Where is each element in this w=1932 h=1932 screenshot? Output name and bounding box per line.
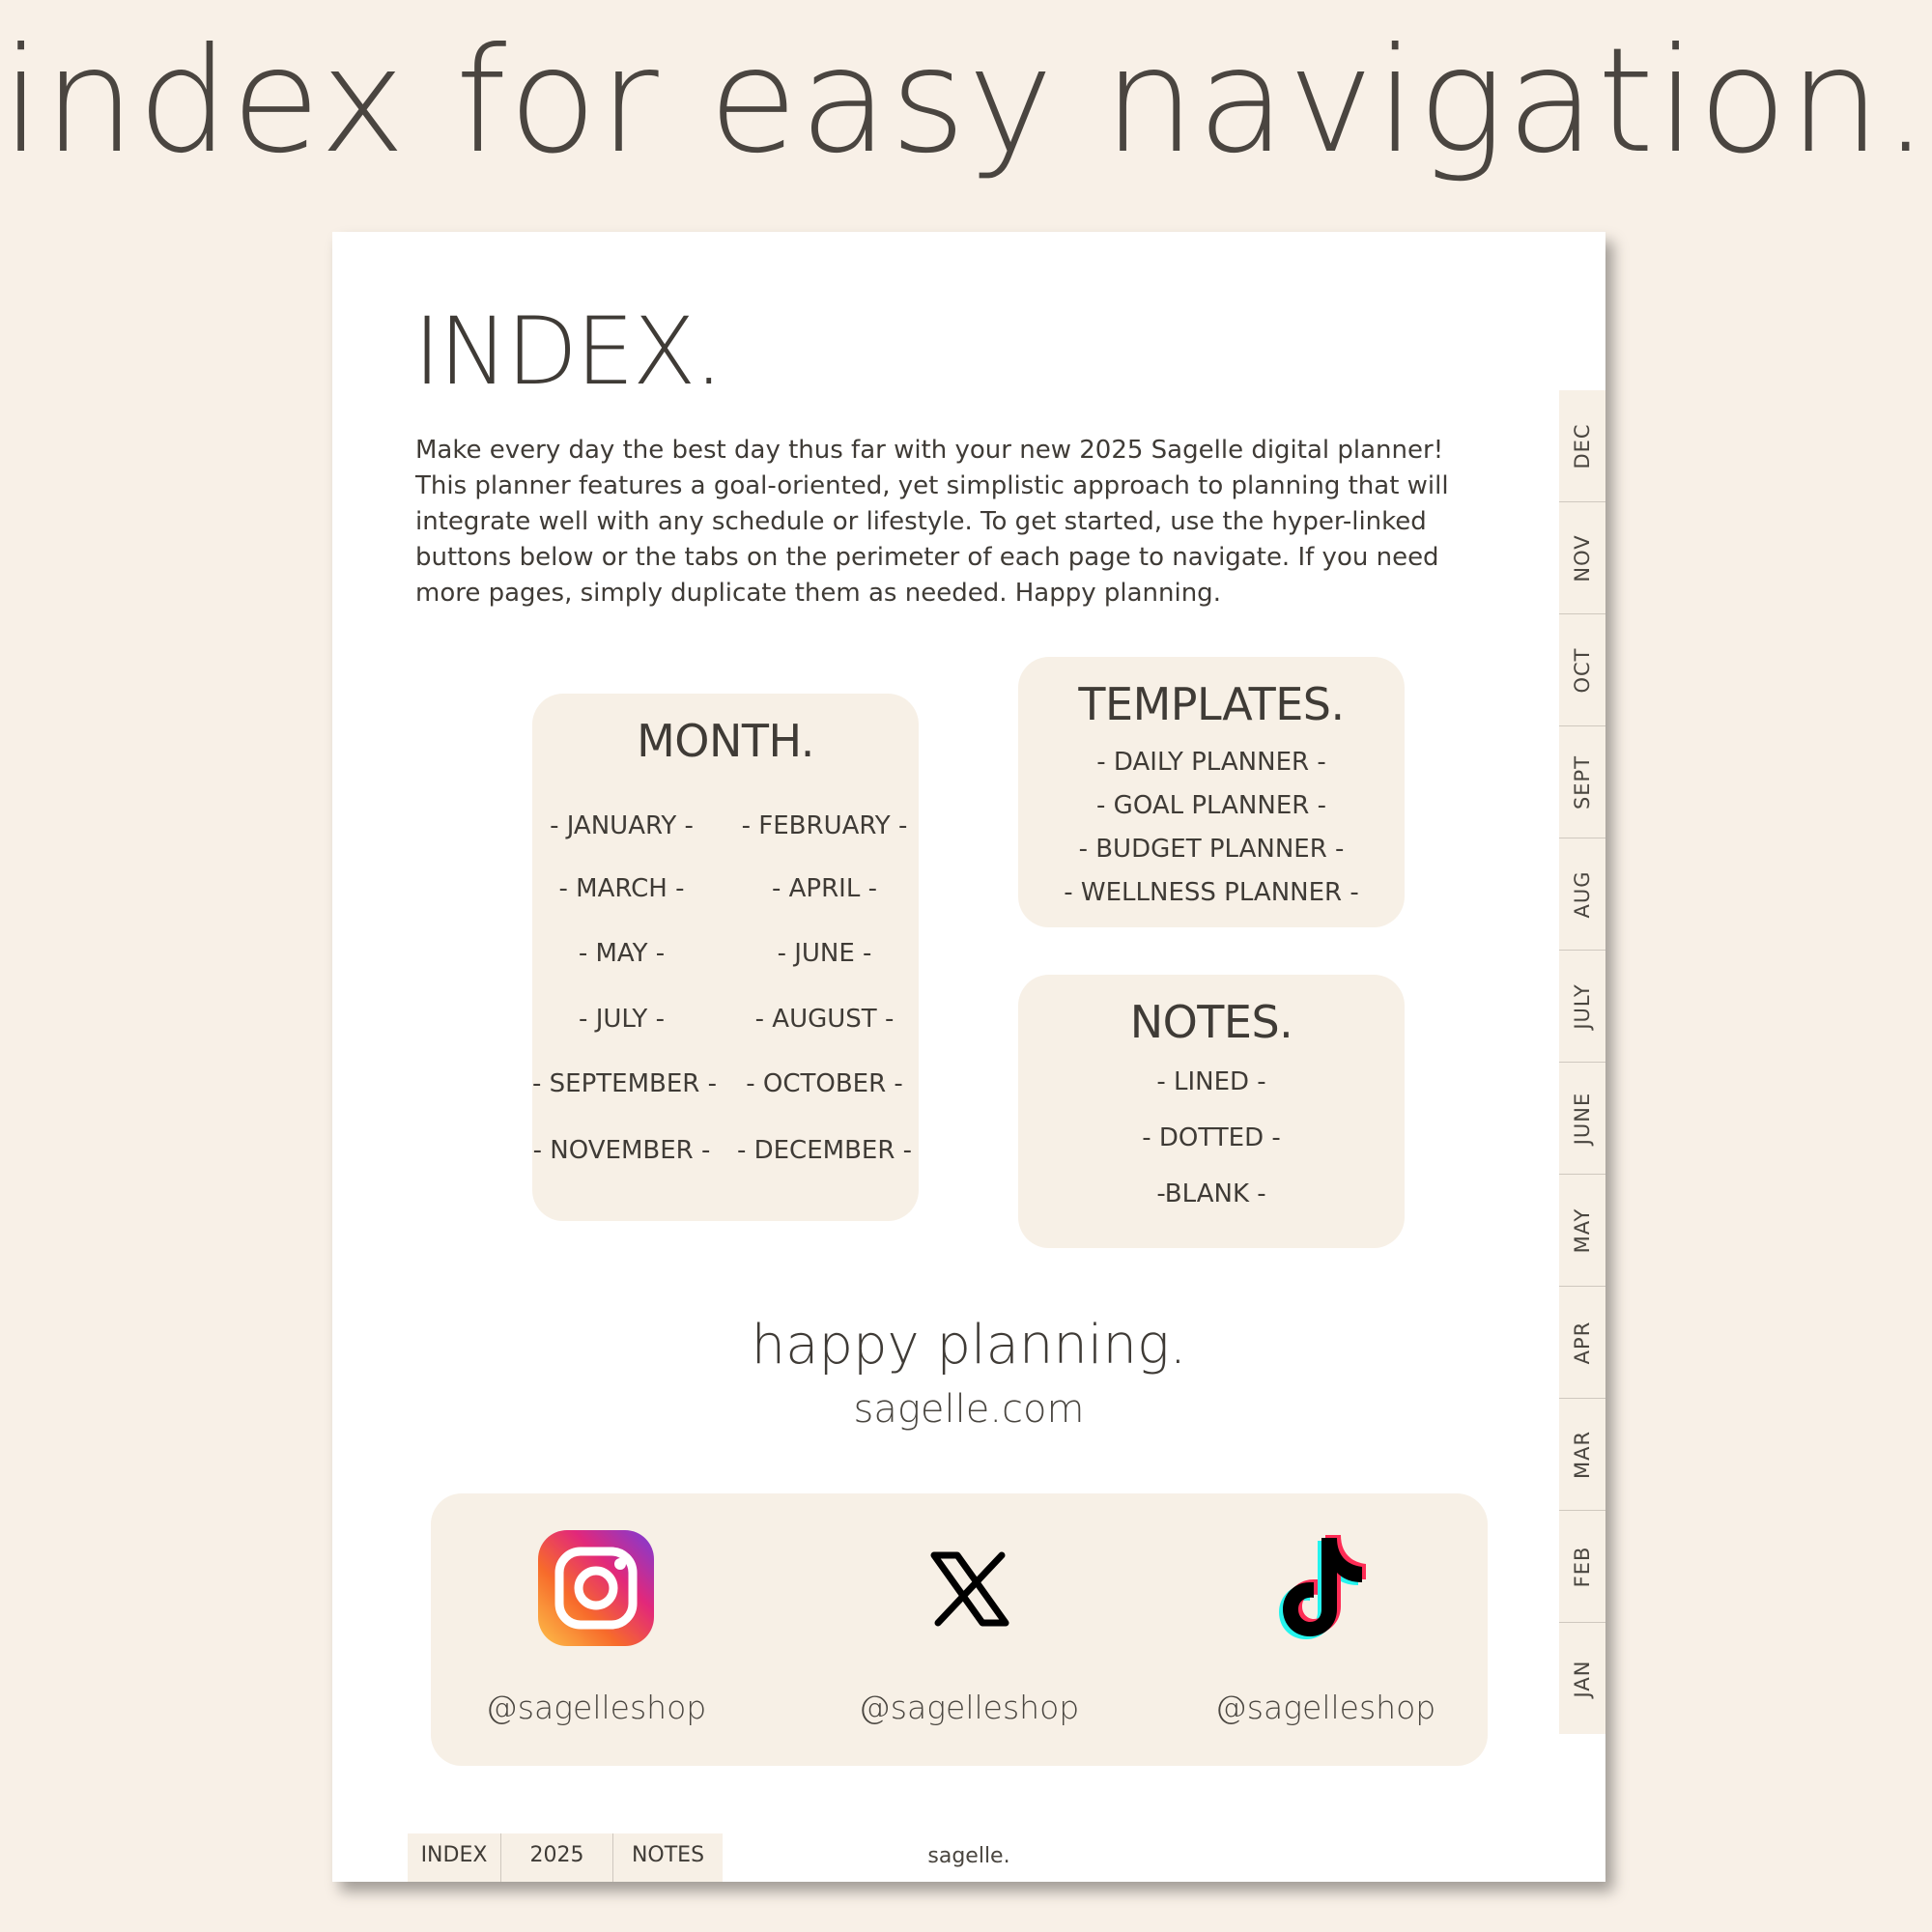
side-tab-sept[interactable]: [1559, 726, 1605, 838]
month-link-september[interactable]: - SEPTEMBER -: [532, 1069, 717, 1098]
notes-card-title: NOTES.: [1129, 996, 1293, 1048]
month-link-june[interactable]: - JUNE -: [777, 939, 872, 968]
template-link-budget-planner[interactable]: - BUDGET PLANNER -: [1078, 835, 1345, 864]
month-card-title: MONTH.: [637, 715, 814, 767]
month-card: [532, 694, 919, 1221]
side-tab-label: OCT: [1571, 646, 1594, 694]
template-link-wellness-planner[interactable]: - WELLNESS PLANNER -: [1064, 878, 1359, 907]
website-link[interactable]: sagelle.com: [853, 1387, 1085, 1432]
side-tab-label: SEPT: [1571, 754, 1594, 810]
x-icon[interactable]: [909, 1528, 1029, 1648]
social-instagram[interactable]: [470, 1528, 722, 1726]
side-tab-apr[interactable]: [1559, 1287, 1605, 1399]
side-tab-label: JUNE: [1571, 1092, 1594, 1145]
notes-card: [1018, 975, 1405, 1248]
social-card: [431, 1493, 1488, 1766]
side-month-tabs: [1559, 390, 1605, 1734]
month-link-february[interactable]: - FEBRUARY -: [741, 811, 908, 840]
month-link-april[interactable]: - APRIL -: [772, 874, 877, 903]
side-tab-feb[interactable]: [1559, 1511, 1605, 1623]
bottom-tab-2025[interactable]: 2025: [501, 1833, 613, 1882]
side-tab-label: FEB: [1571, 1546, 1594, 1587]
side-tab-label: DEC: [1571, 422, 1594, 469]
month-link-december[interactable]: - DECEMBER -: [736, 1136, 913, 1165]
side-tab-mar[interactable]: [1559, 1399, 1605, 1511]
side-tab-dec[interactable]: [1559, 390, 1605, 502]
instagram-handle[interactable]: @sagelleshop: [485, 1689, 707, 1726]
side-tab-label: MAR: [1571, 1430, 1594, 1479]
month-link-march[interactable]: - MARCH -: [558, 874, 685, 903]
social-tiktok[interactable]: [1200, 1528, 1451, 1726]
side-tab-nov[interactable]: [1559, 502, 1605, 614]
notes-link-dotted[interactable]: - DOTTED -: [1142, 1123, 1281, 1152]
templates-card-title: TEMPLATES.: [1078, 678, 1345, 730]
month-link-october[interactable]: - OCTOBER -: [746, 1069, 903, 1098]
tiktok-handle[interactable]: @sagelleshop: [1214, 1689, 1436, 1726]
side-tab-june[interactable]: [1559, 1063, 1605, 1175]
page-title: INDEX.: [413, 298, 722, 406]
side-tab-label: NOV: [1571, 533, 1594, 582]
side-tab-label: APR: [1571, 1321, 1594, 1364]
side-tab-label: JULY: [1571, 982, 1594, 1030]
notes-link-lined[interactable]: - LINED -: [1156, 1067, 1266, 1096]
intro-paragraph: Make every day the best day thus far with your new 2025 Sagelle digital planner! This planner features a goal-oriented, yet simplistic approach to planning that will integrate well with any schedule or lifestyle. To get started, use the hyper-linked buttons below or the tabs on the perimeter of each page to navigate. If you need more pages, simply duplicate them as needed. Happy planning.: [415, 436, 1449, 608]
instagram-icon[interactable]: [536, 1528, 656, 1648]
social-x[interactable]: [843, 1528, 1094, 1726]
side-tab-jan[interactable]: [1559, 1623, 1605, 1734]
bottom-tab-notes[interactable]: NOTES: [631, 1843, 705, 1867]
month-link-july[interactable]: - JULY -: [579, 1005, 665, 1034]
side-tab-label: JAN: [1571, 1660, 1594, 1697]
template-link-daily-planner[interactable]: - DAILY PLANNER -: [1096, 748, 1326, 777]
closing-tagline: happy planning.: [751, 1314, 1187, 1377]
month-link-august[interactable]: - AUGUST -: [754, 1005, 895, 1034]
side-tab-may[interactable]: [1559, 1175, 1605, 1287]
month-link-may[interactable]: - MAY -: [578, 939, 666, 968]
side-tab-aug[interactable]: [1559, 838, 1605, 951]
headline: index for easy navigation.: [1, 17, 1931, 185]
tiktok-icon[interactable]: [1265, 1528, 1385, 1648]
side-tab-july[interactable]: [1559, 951, 1605, 1063]
side-tab-label: MAY: [1571, 1208, 1594, 1253]
side-tab-oct[interactable]: [1559, 614, 1605, 726]
brand-footer: sagelle.: [927, 1844, 1010, 1868]
x-handle[interactable]: @sagelleshop: [858, 1689, 1080, 1726]
side-tab-label: AUG: [1571, 869, 1594, 919]
template-link-goal-planner[interactable]: - GOAL PLANNER -: [1096, 791, 1326, 820]
planner-page: [332, 232, 1605, 1882]
bottom-tab-index[interactable]: INDEX: [408, 1833, 501, 1882]
templates-card: [1018, 657, 1405, 927]
month-link-january[interactable]: - JANUARY -: [550, 811, 694, 840]
notes-link-blank[interactable]: -BLANK -: [1156, 1179, 1266, 1208]
month-link-november[interactable]: - NOVEMBER -: [532, 1136, 711, 1165]
